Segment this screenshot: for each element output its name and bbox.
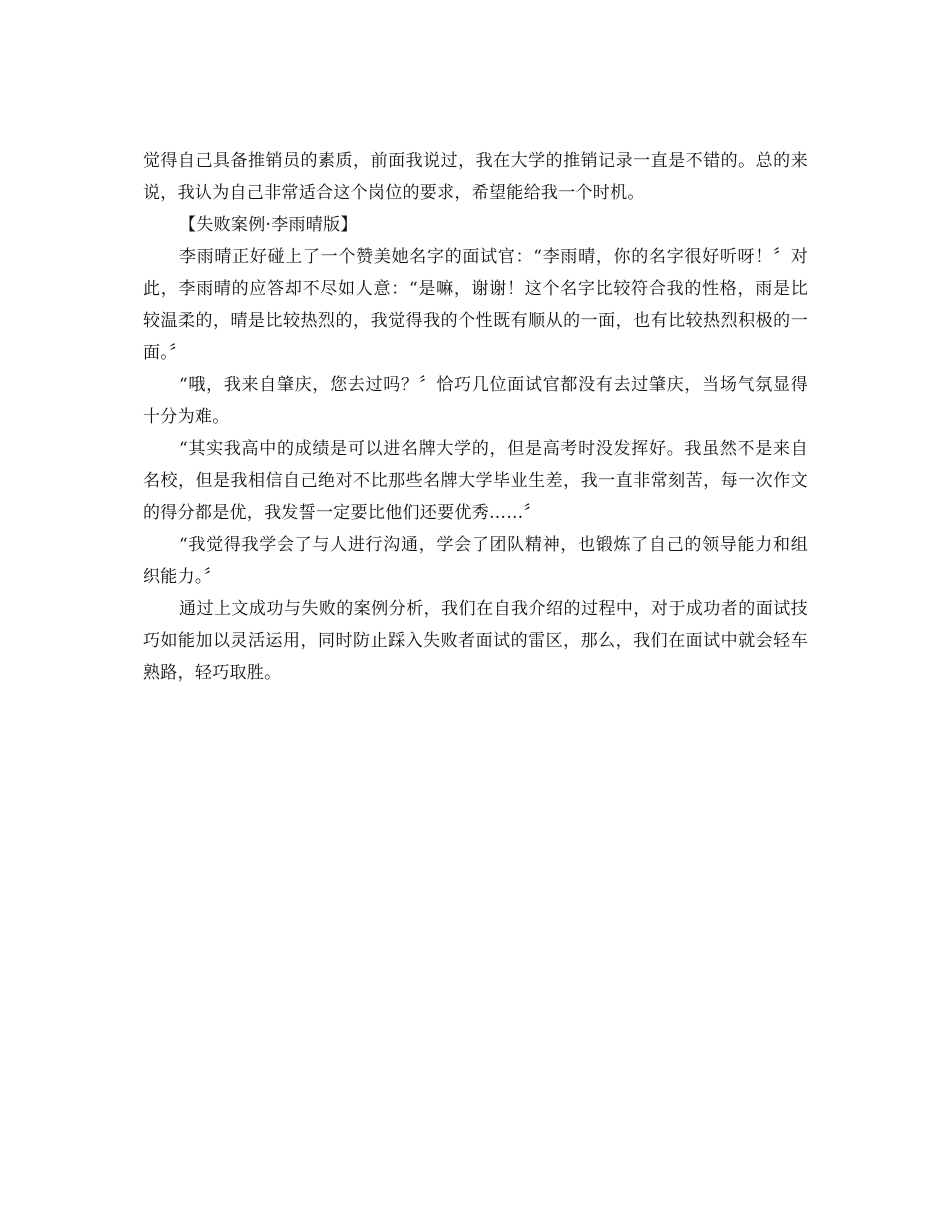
paragraph-grades: “其实我高中的成绩是可以进名牌大学的，但是高考时没发挥好。我虽然不是来自名校，但是我相信自己绝对不比那些名牌大学毕业生差，我一直非常刻苦，每一次作文的得分都是优，我发誓一定要比他们还要优秀……〞 <box>143 439 808 523</box>
paragraph-conclusion: 通过上文成功与失败的案例分析，我们在自我介绍的过程中，对于成功者的面试技巧如能加以灵活运用，同时防止踩入失败者面试的雷区，那么，我们在面试中就会轻车熟路，轻巧取胜。 <box>143 599 808 683</box>
paragraph-continuation: 觉得自己具备推销员的素质，前面我说过，我在大学的推销记录一直是不错的。总的来说，我认为自己非常适合这个岗位的要求，希望能给我一个时机。 <box>143 151 808 203</box>
document-body <box>143 145 808 689</box>
paragraph-name-compliment: 李雨晴正好碰上了一个赞美她名字的面试官：“李雨晴，你的名字很好听呀！〞对此，李雨晴的应答却不尽如人意：“是嘛，谢谢！这个名字比较符合我的性格，雨是比较温柔的，晴是比较热烈的，我觉得我的个性既有顺从的一面，也有比较热烈积极的一面。〞 <box>143 247 808 363</box>
paragraph-teamwork: “我觉得我学会了与人进行沟通，学会了团队精神，也锻炼了自己的领导能力和组织能力。〞 <box>143 535 808 587</box>
paragraph-zhaoqing: “哦，我来自肇庆，您去过吗？〞恰巧几位面试官都没有去过肇庆，当场气氛显得十分为难。 <box>143 375 808 427</box>
section-heading-failure-case: 【失败案例·李雨晴版】 <box>179 215 358 235</box>
